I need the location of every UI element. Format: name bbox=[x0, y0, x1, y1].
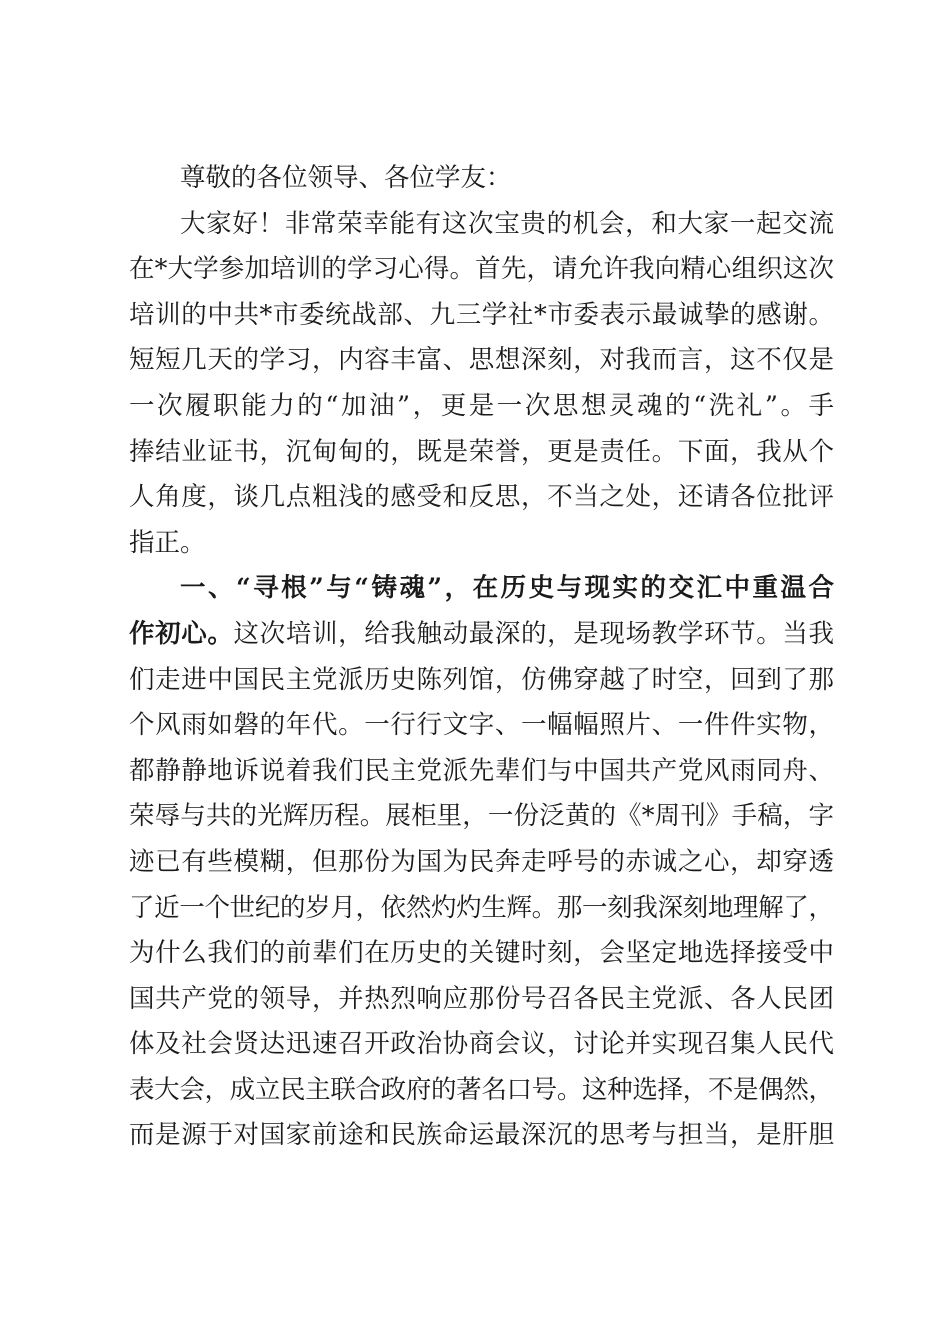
paragraph1-line-3: 培训的中共*市委统战部、九三学社*市委表示最诚挚的感谢。 bbox=[129, 299, 834, 330]
paragraph1-line-8: 指正。 bbox=[129, 527, 206, 558]
section1-line-10: 表大会，成立民主联合政府的著名口号。这种选择，不是偶然， bbox=[129, 1074, 834, 1105]
section1-body-start: 这次培训，给我触动最深的，是现场教学环节。当我 bbox=[233, 618, 834, 649]
salutation: 尊敬的各位领导、各位学友： bbox=[180, 163, 512, 193]
paragraph1-line-7: 人角度，谈几点粗浅的感受和反思，不当之处，还请各位批评 bbox=[129, 482, 834, 513]
document-body bbox=[129, 156, 834, 1159]
paragraph1-line-1: 大家好！非常荣幸能有这次宝贵的机会，和大家一起交流 bbox=[180, 208, 834, 239]
paragraph1-line-2: 在*大学参加培训的学习心得。首先，请允许我向精心组织这次 bbox=[129, 254, 834, 285]
section1-line-2: 个风雨如磐的年代。一行行文字、一幅幅照片、一件件实物， bbox=[129, 710, 834, 741]
section1-line-5: 迹已有些模糊，但那份为国为民奔走呼号的赤诚之心，却穿透 bbox=[129, 846, 834, 877]
section1-line-8: 国共产党的领导，并热烈响应那份号召各民主党派、各人民团 bbox=[129, 983, 834, 1014]
section1-line-7: 为什么我们的前辈们在历史的关键时刻，会坚定地选择接受中 bbox=[129, 938, 834, 969]
paragraph1-line-5: 一次履职能力的“加油”，更是一次思想灵魂的“洗礼”。手 bbox=[129, 390, 834, 421]
section1-line-1: 们走进中国民主党派历史陈列馆，仿佛穿越了时空，回到了那 bbox=[129, 664, 834, 695]
section1-heading-end: 作初心。 bbox=[129, 618, 234, 649]
section1-line-3: 都静静地诉说着我们民主党派先辈们与中国共产党风雨同舟、 bbox=[129, 755, 834, 786]
section1-heading-line-2 bbox=[129, 612, 834, 658]
section1-line-6: 了近一个世纪的岁月，依然灼灼生辉。那一刻我深刻地理解了， bbox=[129, 892, 834, 923]
paragraph1-line-4: 短短几天的学习，内容丰富、思想深刻，对我而言，这不仅是 bbox=[129, 345, 834, 376]
section1-line-11: 而是源于对国家前途和民族命运最深沉的思考与担当，是肝胆 bbox=[129, 1120, 834, 1151]
paragraph1-line-6: 捧结业证书，沉甸甸的，既是荣誉，更是责任。下面，我从个 bbox=[129, 436, 834, 467]
section1-line-4: 荣辱与共的光辉历程。展柜里，一份泛黄的《*周刊》手稿，字 bbox=[129, 801, 834, 832]
section1-line-9: 体及社会贤达迅速召开政治协商会议，讨论并实现召集人民代 bbox=[129, 1029, 834, 1060]
section1-heading-line-1: 一、“寻根”与“铸魂”，在历史与现实的交汇中重温合 bbox=[180, 573, 834, 604]
